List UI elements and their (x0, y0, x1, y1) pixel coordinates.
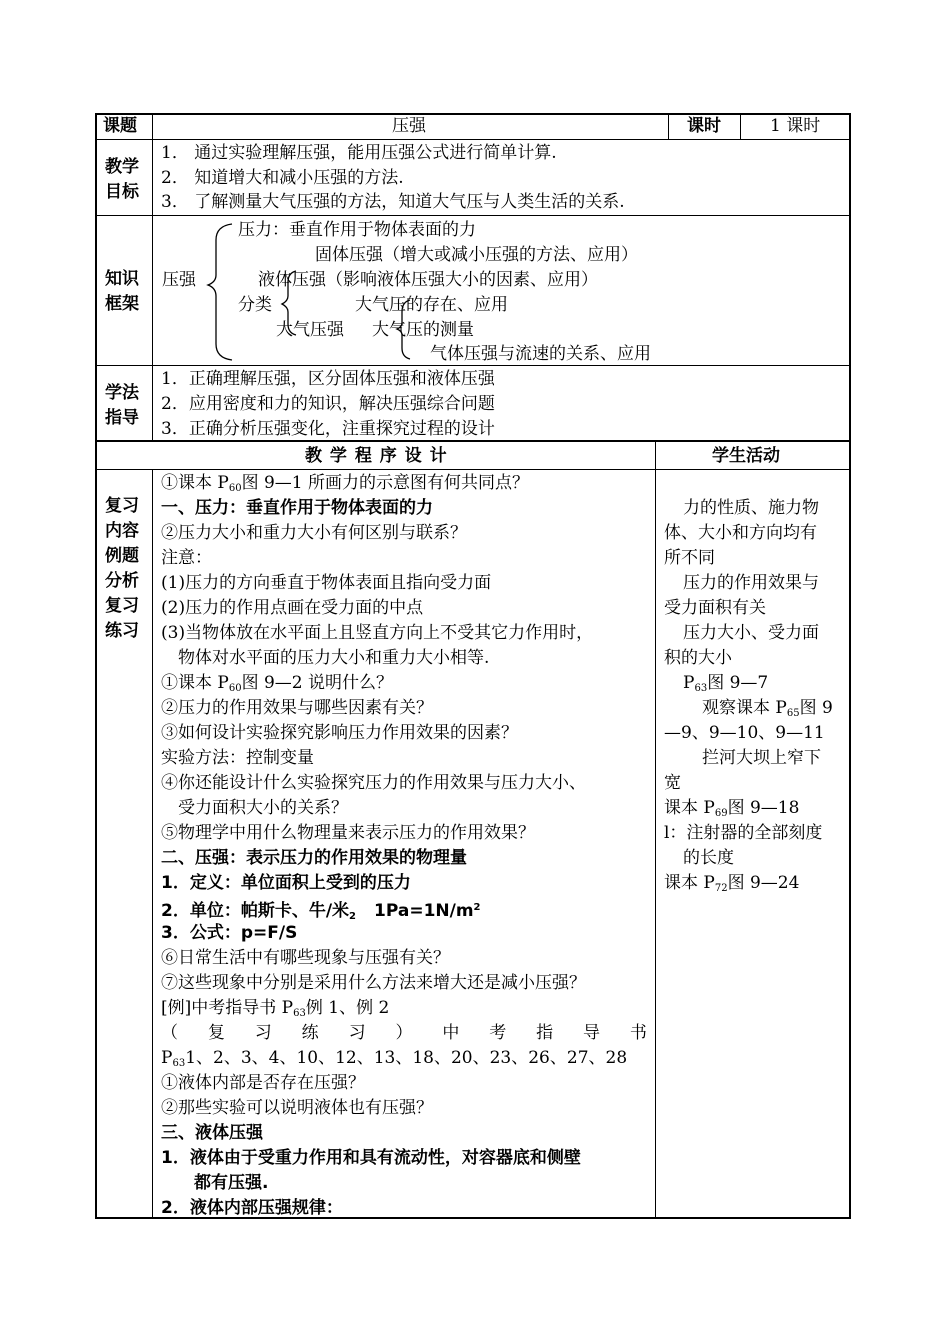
main-line-12: 实验方法：控制变量 (161, 748, 314, 768)
main-line-25: ①液体内部是否存在压强？ (161, 1073, 365, 1093)
goal-item-2: 2． 知道增大和减小压强的方法. (161, 168, 404, 188)
main-line-3: ②压力大小和重力大小有何区别与联系？ (161, 523, 467, 543)
activity-line-9: 观察课本 $P_{65}$图 9 (702, 698, 833, 719)
activity-line-2: 体、大小和方向均有 (664, 523, 817, 543)
activity-line-6: 压力大小、受力面 (683, 623, 819, 643)
framework-solid: 固体压强（增大或减小压强的方法、应用） (315, 245, 638, 265)
side-label-2: 内容 (105, 521, 139, 541)
goal-item-1: 1． 通过实验理解压强，能用压强公式进行简单计算. (161, 143, 557, 163)
subject-label: 课题 (103, 116, 137, 136)
framework-label-2: 框架 (105, 294, 139, 314)
main-line-22: [例]中考指导书 $P_{63}$例 1、例 2 (161, 998, 390, 1019)
main-line-1: ①课本 $P_{60}$图 9—1 所画力的示意图有何共同点？ (161, 473, 530, 494)
framework-atm-existence: 大气压的存在、应用 (355, 295, 508, 315)
framework-label-1: 知识 (105, 269, 139, 289)
method-label-2: 指导 (105, 408, 139, 428)
activity-line-3: 所不同 (664, 548, 715, 568)
main-line-7: (3)当物体放在水平面上且竖直方向上不受其它力作用时， (161, 623, 594, 643)
main-line-9: ①课本 $P_{60}$图 9—2 说明什么？ (161, 673, 394, 694)
main-line-24: $P_{63}1$、2、3、4、10、12、13、18、20、23、26、27、28 (161, 1048, 628, 1069)
activity-line-14: l：注射器的全部刻度 (664, 823, 823, 843)
framework-atm-measure: 大气压的测量 (372, 320, 474, 340)
main-line-14: 受力面积大小的关系？ (178, 798, 348, 818)
goals-label-2: 目标 (105, 182, 139, 202)
framework-pressure-force: 压力：垂直作用于物体表面的力 (238, 220, 476, 240)
framework-atm: 大气压强 (276, 320, 344, 340)
main-line-10: ②压力的作用效果与哪些因素有关？ (161, 698, 433, 718)
main-line-20: ⑥日常生活中有哪些现象与压强有关？ (161, 948, 450, 968)
activity-line-13: 课本 $P_{69}$图 9—18 (664, 798, 800, 819)
activity-line-1: 力的性质、施力物 (683, 498, 819, 518)
main-line-13: ④你还能设计什么实验探究压力的作用效果与压力大小、 (161, 773, 586, 793)
activity-header: 学生活动 (712, 446, 780, 466)
method-item-2: 2．应用密度和力的知识，解决压强综合问题 (161, 394, 495, 414)
framework-root: 压强 (162, 270, 196, 290)
activity-line-12: 宽 (664, 773, 681, 793)
method-item-1: 1．正确理解压强，区分固体压强和液体压强 (161, 369, 495, 389)
side-label-3: 例题 (105, 546, 139, 566)
pressure-unit: 2．单位：帕斯卡、牛/米$_2$ $1Pa=1N/m^2$ (161, 901, 481, 922)
activity-line-8: $P_{63}$图 9—7 (683, 673, 769, 694)
main-line-21: ⑦这些现象中分别是采用什么方法来增大还是减小压强？ (161, 973, 586, 993)
activity-line-11: 拦河大坝上窄下 (702, 748, 821, 768)
main-line-15: ⑤物理学中用什么物理量来表示压力的作用效果？ (161, 823, 535, 843)
goals-label-1: 教学 (105, 157, 139, 177)
framework-gas-flow: 气体压强与流速的关系、应用 (430, 344, 651, 364)
practice-heading: （ 复 习 练 习 ） 中 考 指 导 书 (161, 1023, 647, 1043)
main-line-11: ③如何设计实验探究影响压力作用效果的因素？ (161, 723, 518, 743)
pressure-definition: 1．定义：单位面积上受到的压力 (161, 873, 411, 893)
activity-line-5: 受力面积有关 (664, 598, 766, 618)
main-line-4: 注意： (161, 548, 212, 568)
side-label-5: 复习 (105, 596, 139, 616)
main-line-29: 都有压强. (194, 1173, 269, 1193)
section-liquid: 三、液体压强 (161, 1123, 263, 1143)
activity-line-10: —9、9—10、9—11 (664, 723, 825, 743)
main-line-6: (2)压力的作用点画在受力面的中点 (161, 598, 424, 618)
period-label: 课时 (687, 116, 721, 136)
method-label-1: 学法 (105, 383, 139, 403)
framework-classify: 分类 (238, 295, 272, 315)
period-value: 1 课时 (770, 116, 821, 136)
activity-line-4: 压力的作用效果与 (683, 573, 819, 593)
goal-item-3: 3． 了解测量大气压强的方法，知道大气压与人类生活的关系. (161, 192, 625, 212)
main-line-30: 2．液体内部压强规律： (161, 1198, 343, 1218)
main-line-26: ②那些实验可以说明液体也有压强？ (161, 1098, 433, 1118)
side-label-1: 复习 (105, 496, 139, 516)
activity-line-15: 的长度 (683, 848, 734, 868)
main-line-28: 1．液体由于受重力作用和具有流动性，对容器底和侧壁 (161, 1148, 581, 1168)
section-pressure-force: 一、压力：垂直作用于物体表面的力 (161, 498, 433, 518)
activity-line-7: 积的大小 (664, 648, 732, 668)
side-label-4: 分析 (105, 571, 139, 591)
framework-liquid: 液体压强（影响液体压强大小的因素、应用） (258, 270, 598, 290)
section-pressure: 二、压强：表示压力的作用效果的物理量 (161, 848, 467, 868)
pressure-formula: 3．公式：p=F/S (161, 923, 298, 943)
method-item-3: 3．正确分析压强变化，注重探究过程的设计 (161, 419, 495, 439)
activity-line-16: 课本 $P_{72}$图 9—24 (664, 873, 800, 894)
side-label-6: 练习 (105, 621, 139, 641)
main-line-5: (1)压力的方向垂直于物体表面且指向受力面 (161, 573, 492, 593)
main-line-8: 物体对水平面的压力大小和重力大小相等. (178, 648, 490, 668)
design-header: 教 学 程 序 设 计 (305, 446, 448, 466)
subject-value: 压强 (392, 116, 426, 136)
